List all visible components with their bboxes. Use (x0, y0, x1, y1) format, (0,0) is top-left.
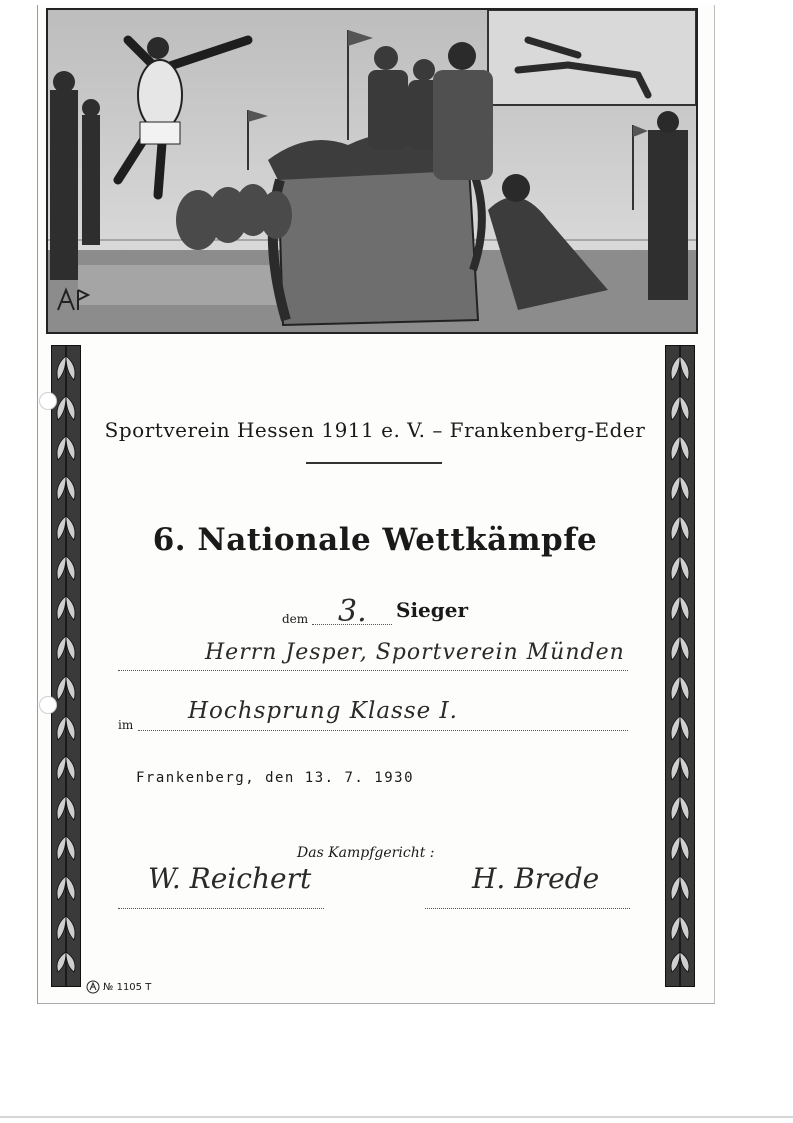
event-title: 6. Nationale Wettkämpfe (152, 522, 598, 558)
signature-right: H. Brede (472, 862, 600, 895)
form-number-text: № 1105 T (103, 981, 152, 993)
signature-line-right (425, 908, 630, 909)
sieger-label: Sieger (396, 598, 469, 622)
punch-hole-top (39, 392, 57, 410)
laurel-border-left (51, 345, 81, 987)
signature-line-left (118, 908, 324, 909)
place-number: 3. (338, 594, 367, 629)
athletics-illustration (46, 8, 698, 334)
jury-label: Das Kampfgericht : (297, 845, 435, 861)
winner-fill-line (118, 670, 628, 671)
place-date-line: Frankenberg, den 13. 7. 1930 (136, 770, 415, 786)
winner-name: Herrn Jesper, Sportverein Münden (205, 640, 625, 665)
scan-edge (0, 1116, 793, 1118)
laurel-border-right (665, 345, 695, 987)
printer-logo-icon (86, 980, 100, 994)
dem-label: dem (282, 612, 309, 626)
club-name: Sportverein Hessen 1911 e. V. – Frankenberg-Eder (104, 418, 646, 442)
punch-hole-bottom (39, 696, 57, 714)
discipline-fill-line (138, 730, 628, 731)
im-label: im (118, 718, 134, 732)
signature-left: W. Reichert (148, 862, 312, 895)
discipline: Hochsprung Klasse I. (188, 698, 458, 724)
form-number (86, 980, 151, 994)
title-divider (306, 462, 442, 464)
